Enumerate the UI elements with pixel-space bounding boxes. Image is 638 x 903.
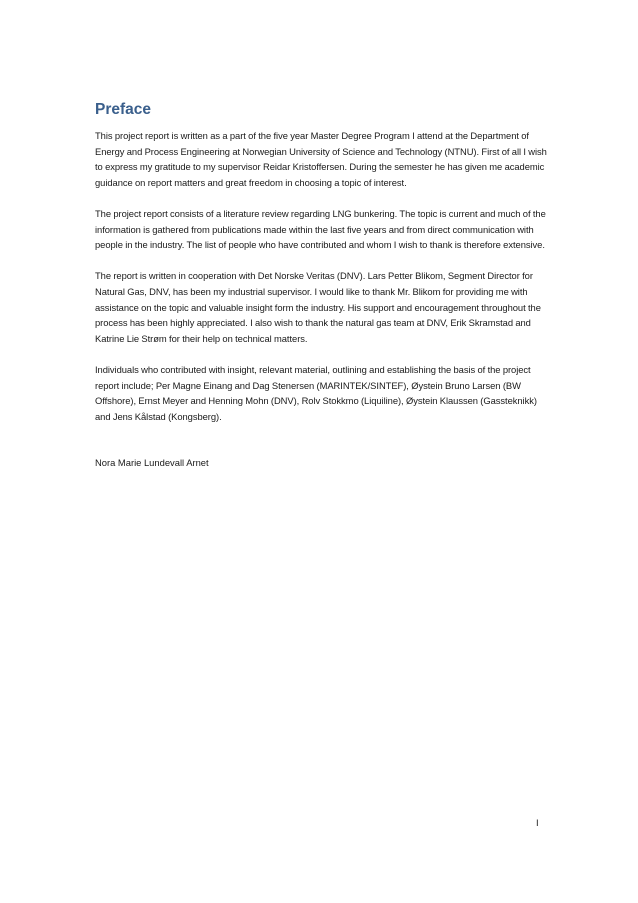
paragraph-3: The report is written in cooperation with Det Norske Veritas (DNV). Lars Petter Blikom, Segment Director for Natural Gas, DNV, has been my industrial supervisor. I would like to thank Mr. Blikom for providing me with assistance on the topic and valuable insight form the industry. His support and encouragement throughout the process has been highly appreciated. I also wish to thank the natural gas team at DNV, Erik Skramstad and Katrine Lie Strøm for their help on technical matters. bbox=[95, 270, 541, 344]
paragraph-2: The project report consists of a literature review regarding LNG bunkering. The topic is current and much of the information is gathered from publications made within the last five years and from direct communication with people in the industry. The list of people who have contributed and whom I wish to thank is therefore extensive. bbox=[95, 207, 546, 251]
paragraph-4: Individuals who contributed with insight, relevant material, outlining and establishing the basis of the project report include; Per Magne Einang and Dag Stenersen (MARINTEK/SINTEF), Øystein Bruno Larsen (BW Offshore), Ernst Meyer and Henning Mohn (DNV), Rolv Stokkmo (Liquiline), Øystein Klaussen (Gassteknikk) and Jens Kålstad (Kongsberg). bbox=[95, 363, 537, 422]
author-signature: Nora Marie Lundevall Arnet bbox=[95, 457, 209, 469]
page-content bbox=[95, 100, 547, 471]
paragraph-1: This project report is written as a part of the five year Master Degree Program I attend at the Department of Energy and Process Engineering at Norwegian University of Science and Technology (NTNU). First of all I wish to express my gratitude to my supervisor Reidar Kristoffersen. During the semester he has given me academic guidance on report matters and great freedom in choosing a topic of interest. bbox=[95, 130, 547, 188]
section-heading: Preface bbox=[95, 101, 152, 118]
page-number: I bbox=[536, 817, 539, 828]
